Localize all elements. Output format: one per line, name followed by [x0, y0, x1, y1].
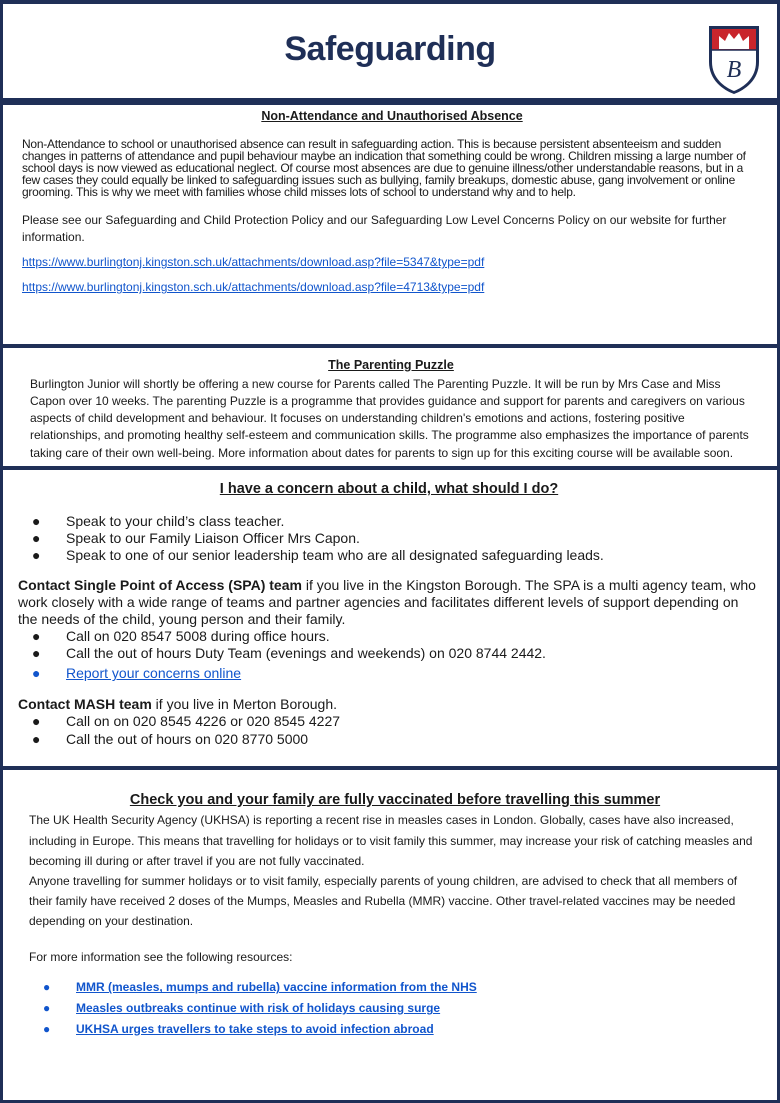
policy-paragraph: Please see our Safeguarding and Child Protection Policy and our Safeguarding Low Level Concerns Policy on our website for further information.: [22, 212, 727, 244]
bullet-icon: ●: [32, 665, 41, 682]
list-item: ● Speak to your child’s class teacher.: [32, 512, 285, 529]
list-item: ● Call on on 020 8545 4226 or 020 8545 4227: [32, 713, 341, 730]
list-item: ● Call the out of hours Duty Team (evenings and weekends) on 020 8744 2442.: [32, 645, 546, 662]
list-item: [29, 998, 761, 1019]
crest-letter: B: [726, 57, 742, 83]
bullet-icon: ●: [43, 980, 51, 995]
bullet-icon: ●: [32, 529, 41, 546]
policy-link-1[interactable]: https://www.burlingtonj.kingston.sch.uk/attachments/download.asp?file=5347&type=pdf: [22, 255, 485, 270]
bullet-icon: ●: [43, 1001, 51, 1016]
vaccination-paragraph-2: Anyone travelling for summer holidays or to visit family, especially parents of young children, are advised to check that all members of their family have received 2 doses of the Mumps, Measles and Rubella (MMR) vaccine. Other travel-related vaccines may be needed depending on your destination.: [29, 873, 738, 929]
header-divider: [3, 98, 777, 105]
resource-link-nhs[interactable]: MMR (measles, mumps and rubella) vaccine information from the NHS: [76, 980, 477, 995]
bullet-icon: ●: [32, 546, 41, 563]
resource-link-outbreaks[interactable]: Measles outbreaks continue with risk of holidays causing surge: [76, 1001, 441, 1016]
mash-paragraph: Contact MASH team if you live in Merton Borough.: [18, 696, 338, 713]
page-title: Safeguarding: [284, 30, 496, 68]
page-header: [3, 4, 777, 98]
concern-title: I have a concern about a child, what should I do?: [219, 481, 559, 497]
resources-intro: For more information see the following resources:: [29, 950, 293, 965]
bullet-icon: ●: [43, 1021, 51, 1036]
bullet-icon: ●: [32, 730, 41, 747]
bullet-icon: ●: [32, 713, 41, 730]
list-item: [29, 1019, 761, 1040]
vaccination-section: [29, 792, 761, 1039]
mash-heading: Contact MASH team: [18, 696, 152, 713]
vaccination-paragraph-1: The UK Health Security Agency (UKHSA) is reporting a recent rise in measles cases in London. Globally, cases have also increased, including in Europe. This means that travelling for holidays or to visit family this summer, may increase your risk of catching measles and becoming ill during or after travel if you are not fully vaccinated.: [29, 813, 753, 868]
attendance-title: Non-Attendance and Unauthorised Absence: [261, 109, 523, 123]
section-divider: [3, 466, 777, 470]
parenting-paragraph: Burlington Junior will shortly be offering a new course for Parents called The Parenting Puzzle. It will be run by Mrs Case and Miss Capon over 10 weeks. The parenting Puzzle is a programme that provides guidance and support for parents and caregivers on various aspects of child development and behaviour. It focuses on understanding children's emotions and actions, fostering positive relationships, and promoting healthy self-esteem and communication skills. The programme also emphasizes the importance of parents taking care of their own well-being. More information about dates for parents to sign up for this exciting course will be available soon.: [30, 376, 749, 460]
bullet-icon: ●: [32, 512, 41, 529]
spa-bullets: [18, 628, 760, 682]
attendance-paragraph: Non-Attendance to school or unauthorised absence can result in safeguarding action. This is because persistent absenteeism and sudden changes in patterns of attendance and pupil behaviour maybe an indication that something could be wrong. Children missing a large number of school days is now viewed as educational neglect. Of course most absences are due to genuine illness/other understandable reasons, but in a few cases they could equally be linked to safeguarding issues such as bullying, family breakups, domestic abuse, gang involvement or online grooming. This is why we meet with families whose child misses lots of school to understand why and to help.: [22, 136, 746, 199]
report-concerns-link[interactable]: Report your concerns online: [66, 665, 242, 682]
section-divider: [3, 766, 777, 770]
parenting-section: [30, 357, 752, 462]
bullet-icon: ●: [32, 628, 41, 645]
list-item: [29, 977, 761, 998]
list-item: ● Speak to our Family Liaison Officer Mrs Capon.: [32, 529, 360, 546]
concern-section: [18, 481, 760, 748]
bullet-icon: ●: [32, 645, 41, 662]
resources-list: [29, 977, 761, 1039]
list-item: [18, 665, 760, 682]
concern-bullets: [18, 513, 760, 564]
vaccination-title: Check you and your family are fully vaccinated before travelling this summer: [129, 792, 661, 808]
spa-paragraph: Contact Single Point of Access (SPA) team if you live in the Kingston Borough. The SPA is a multi agency team, who work closely with a wide range of teams and partner agencies and facilitates different levels of support depending on the needs of the child, young person and their family.: [18, 576, 756, 628]
list-item: ● Speak to one of our senior leadership team who are all designated safeguarding leads.: [32, 546, 604, 563]
spa-heading: Contact Single Point of Access (SPA) team: [18, 576, 302, 593]
resource-link-ukhsa[interactable]: UKHSA urges travellers to take steps to avoid infection abroad: [76, 1021, 434, 1036]
school-crest-logo: [707, 22, 761, 96]
list-item: ● Call on 020 8547 5008 during office hours.: [32, 628, 330, 645]
attendance-section: [22, 110, 762, 293]
mash-bullets: [18, 713, 760, 747]
section-divider: [3, 344, 777, 348]
policy-link-2[interactable]: https://www.burlingtonj.kingston.sch.uk/attachments/download.asp?file=4713&type=pdf: [22, 280, 485, 295]
parenting-title: The Parenting Puzzle: [328, 358, 454, 372]
list-item: ● Call the out of hours on 020 8770 5000: [32, 730, 309, 747]
